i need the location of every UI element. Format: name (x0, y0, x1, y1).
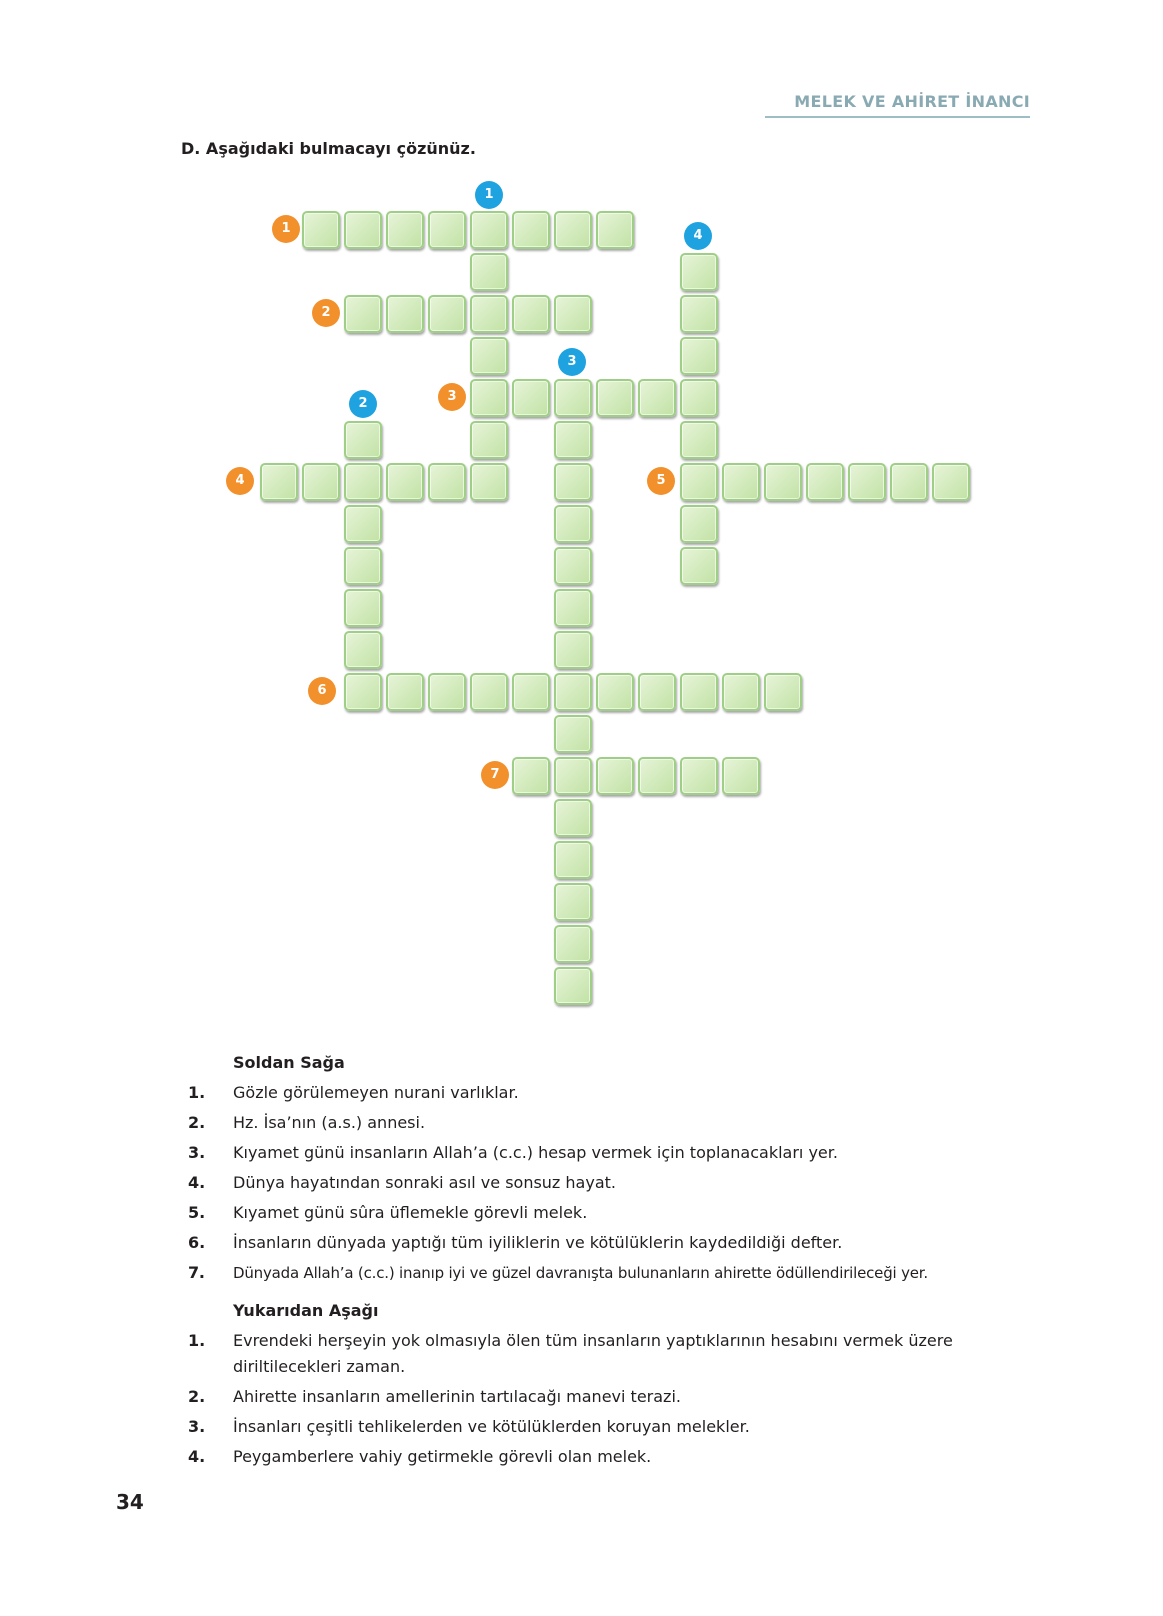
across-marker-3: 3 (438, 383, 466, 411)
crossword-cell[interactable] (260, 463, 298, 501)
across-clue-3: 3. Kıyamet günü insanların Allah’a (c.c.) hesap vermek için toplanacakları yer. (188, 1143, 838, 1162)
crossword-cell[interactable] (428, 295, 466, 333)
crossword-cell[interactable] (596, 757, 634, 795)
crossword-cell[interactable] (554, 715, 592, 753)
crossword-cell[interactable] (470, 211, 508, 249)
crossword-cell[interactable] (302, 211, 340, 249)
across-heading: Soldan Sağa (233, 1053, 345, 1072)
crossword-cell[interactable] (386, 673, 424, 711)
down-marker-4: 4 (684, 222, 712, 250)
crossword-cell[interactable] (554, 463, 592, 501)
crossword-cell[interactable] (554, 295, 592, 333)
crossword-cell[interactable] (428, 211, 466, 249)
crossword-cell[interactable] (638, 757, 676, 795)
crossword-cell[interactable] (344, 673, 382, 711)
crossword-cell[interactable] (554, 589, 592, 627)
crossword-cell[interactable] (554, 673, 592, 711)
crossword-cell[interactable] (470, 379, 508, 417)
crossword-cell[interactable] (638, 673, 676, 711)
crossword-cell[interactable] (680, 505, 718, 543)
crossword-cell[interactable] (554, 925, 592, 963)
crossword-cell[interactable] (470, 673, 508, 711)
across-clue-7: 7. Dünyada Allah’a (c.c.) inanıp iyi ve güzel davranışta bulunanların ahirette ödüllendirileceği yer. (188, 1263, 928, 1282)
across-marker-4: 4 (226, 467, 254, 495)
header-title: MELEK VE AHİRET İNANCI (794, 92, 1030, 111)
down-clue-3: 3. İnsanları çeşitli tehlikelerden ve kötülüklerden koruyan melekler. (188, 1417, 750, 1436)
crossword-cell[interactable] (554, 211, 592, 249)
crossword-cell[interactable] (512, 379, 550, 417)
crossword-cell[interactable] (344, 589, 382, 627)
across-clue-6: 6. İnsanların dünyada yaptığı tüm iyiliklerin ve kötülüklerin kaydedildiği defter. (188, 1233, 843, 1252)
crossword-cell[interactable] (932, 463, 970, 501)
crossword-cell[interactable] (554, 799, 592, 837)
crossword-cell[interactable] (470, 337, 508, 375)
crossword-cell[interactable] (554, 883, 592, 921)
crossword-cell[interactable] (470, 463, 508, 501)
across-clue-2: 2. Hz. İsa’nın (a.s.) annesi. (188, 1113, 426, 1132)
crossword-cell[interactable] (722, 463, 760, 501)
crossword-cell[interactable] (764, 463, 802, 501)
crossword-cell[interactable] (302, 463, 340, 501)
crossword-cell[interactable] (512, 673, 550, 711)
crossword-cell[interactable] (344, 211, 382, 249)
crossword-cell[interactable] (848, 463, 886, 501)
across-clue-5: 5. Kıyamet günü sûra üflemekle görevli melek. (188, 1203, 588, 1222)
clue-list (188, 1048, 1048, 1472)
crossword-cell[interactable] (554, 757, 592, 795)
crossword-cell[interactable] (470, 421, 508, 459)
crossword-cell[interactable] (554, 505, 592, 543)
down-clue-1: 1. Evrendeki herşeyin yok olmasıyla ölen tüm insanların yaptıklarının hesabını vermek üzere diriltilecekleri zaman. (188, 1331, 953, 1376)
crossword-cell[interactable] (638, 379, 676, 417)
crossword-cell[interactable] (554, 967, 592, 1005)
across-marker-2: 2 (312, 299, 340, 327)
crossword-cell[interactable] (344, 295, 382, 333)
down-clue-2: 2. Ahirette insanların amellerinin tartılacağı manevi terazi. (188, 1387, 681, 1406)
crossword-cell[interactable] (680, 337, 718, 375)
down-marker-1: 1 (475, 181, 503, 209)
crossword-cell[interactable] (596, 211, 634, 249)
crossword-cell[interactable] (386, 295, 424, 333)
crossword-cell[interactable] (554, 841, 592, 879)
crossword-cell[interactable] (596, 673, 634, 711)
crossword-cell[interactable] (386, 211, 424, 249)
crossword-cell[interactable] (512, 757, 550, 795)
crossword-cell[interactable] (890, 463, 928, 501)
crossword-cell[interactable] (554, 547, 592, 585)
crossword-cell[interactable] (428, 463, 466, 501)
across-marker-5: 5 (647, 467, 675, 495)
crossword-cell[interactable] (386, 463, 424, 501)
crossword-cell[interactable] (344, 421, 382, 459)
crossword-cell[interactable] (344, 505, 382, 543)
across-marker-6: 6 (308, 677, 336, 705)
crossword-cell[interactable] (680, 295, 718, 333)
crossword-cell[interactable] (722, 757, 760, 795)
crossword-cell[interactable] (680, 757, 718, 795)
crossword-cell[interactable] (764, 673, 802, 711)
page-number: 34 (116, 1490, 144, 1514)
crossword-cell[interactable] (680, 673, 718, 711)
across-clue-4: 4. Dünya hayatından sonraki asıl ve sonsuz hayat. (188, 1173, 616, 1192)
across-marker-1: 1 (272, 215, 300, 243)
crossword-cell[interactable] (512, 295, 550, 333)
crossword-cell[interactable] (470, 295, 508, 333)
crossword-cell[interactable] (344, 631, 382, 669)
crossword-cell[interactable] (554, 421, 592, 459)
crossword-cell[interactable] (722, 673, 760, 711)
crossword-cell[interactable] (680, 253, 718, 291)
crossword-cell[interactable] (344, 547, 382, 585)
crossword-cell[interactable] (428, 673, 466, 711)
crossword-cell[interactable] (680, 463, 718, 501)
crossword-cell[interactable] (680, 547, 718, 585)
crossword-cell[interactable] (554, 631, 592, 669)
down-marker-2: 2 (349, 390, 377, 418)
crossword-cell[interactable] (512, 211, 550, 249)
crossword-cell[interactable] (596, 379, 634, 417)
crossword-cell[interactable] (470, 253, 508, 291)
down-heading: Yukarıdan Aşağı (233, 1301, 379, 1320)
across-marker-7: 7 (481, 761, 509, 789)
down-marker-3: 3 (558, 348, 586, 376)
across-clue-1: 1. Gözle görülemeyen nurani varlıklar. (188, 1083, 519, 1102)
crossword-cell[interactable] (806, 463, 844, 501)
crossword-cell[interactable] (680, 421, 718, 459)
crossword-cell[interactable] (554, 379, 592, 417)
crossword-cell[interactable] (680, 379, 718, 417)
crossword-cell[interactable] (344, 463, 382, 501)
down-clue-4: 4. Peygamberlere vahiy getirmekle görevli olan melek. (188, 1447, 652, 1466)
section-label: D. Aşağıdaki bulmacayı çözünüz. (181, 139, 476, 158)
